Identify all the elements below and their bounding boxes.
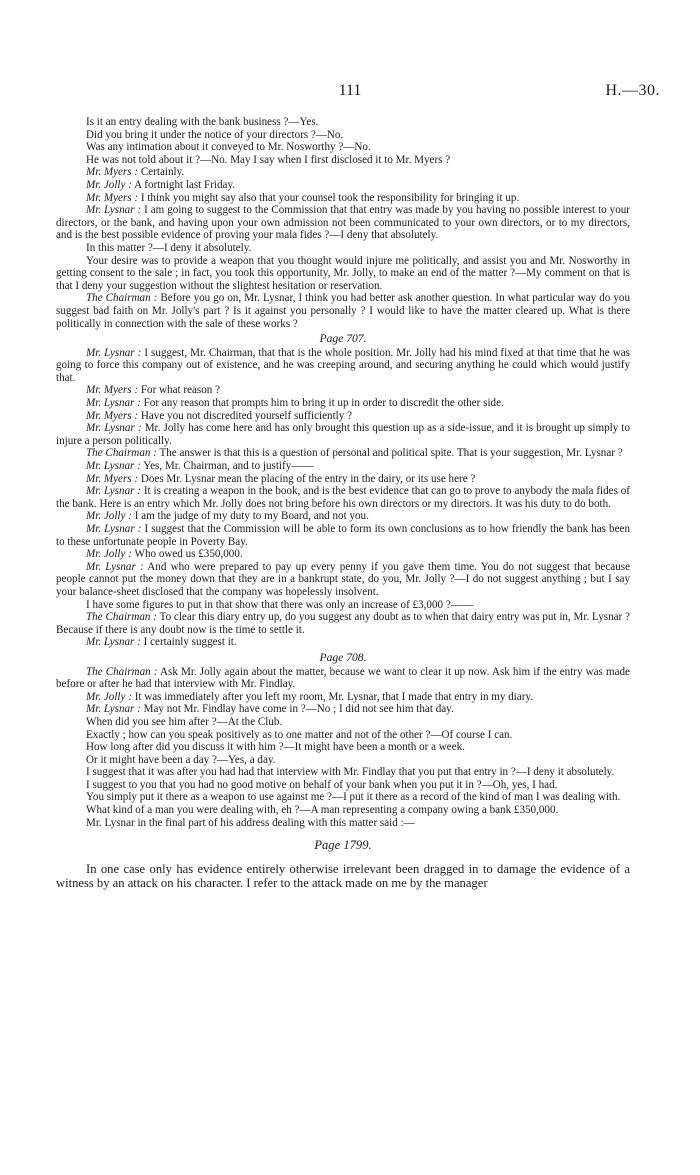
transcript-paragraph bbox=[56, 242, 630, 255]
transcript-paragraph bbox=[56, 804, 630, 817]
speaker-label: Mr. Lysnar : bbox=[86, 422, 142, 435]
speaker-label: Mr. Lysnar : bbox=[86, 397, 141, 410]
transcript-paragraph bbox=[56, 292, 630, 330]
transcript-paragraph bbox=[56, 766, 630, 779]
transcript-paragraph bbox=[56, 510, 630, 523]
transcript-paragraph bbox=[56, 154, 630, 167]
transcript-paragraph bbox=[56, 255, 630, 293]
paragraph-text: Before you go on, Mr. Lysnar, I think you had better ask another question. In what particular way do you suggest bad faith on Mr. Jolly's part ? Is it against you personally ? I would like to have the matter cleared up. What is there politically in connection with the sale of these works ? bbox=[56, 292, 630, 330]
speaker-label: Mr. Lysnar : bbox=[86, 346, 142, 359]
paragraph-text: I suggest that the Commission will be able to form its own conclusions as to how friendly the bank has been to these unfortunate people in Poverty Bay. bbox=[56, 523, 630, 548]
paragraph-text: Or it might have been a day ?—Yes, a day. bbox=[86, 753, 276, 766]
transcript-paragraph bbox=[56, 703, 630, 716]
transcript-paragraph bbox=[56, 204, 630, 242]
transcript-paragraph bbox=[56, 548, 630, 561]
paragraph-text: It was immediately after you left my room, Mr. Lysnar, that I made that entry in my diary. bbox=[134, 690, 534, 703]
speaker-label: The Chairman : bbox=[86, 665, 158, 678]
transcript-paragraph bbox=[56, 410, 630, 423]
transcript-paragraph bbox=[56, 460, 630, 473]
page-heading: Page 707. bbox=[319, 332, 367, 346]
transcript-paragraph bbox=[56, 397, 630, 410]
speaker-label: Mr. Jolly : bbox=[86, 690, 132, 703]
paragraph-text: I suggest that it was after you had had that interview with Mr. Findlay that you put that entry in ?—I deny it absolutely. bbox=[86, 766, 615, 779]
transcript-paragraph bbox=[56, 179, 630, 192]
speaker-label: The Chairman : bbox=[86, 292, 158, 305]
paragraph-text: I have some figures to put in that show that there was only an increase of £3,000 ?—— bbox=[86, 598, 473, 611]
speaker-label: Mr. Myers : bbox=[86, 384, 139, 397]
paragraph-text: And who were prepared to pay up every penny if you gave them time. You do not suggest that because people cannot put the money down that they are in a bankrupt state, do you, Mr. Jolly ?—I do not suggest anything ; but I say your balance-sheet disclosed that the company was hopelessly insolvent. bbox=[56, 560, 630, 598]
paragraph-text: Mr. Jolly has come here and has only brought this question up as a side-issue, and it is brought up simply to injure a person politically. bbox=[56, 422, 631, 447]
speaker-label: The Chairman : bbox=[86, 611, 157, 624]
speaker-label: Mr. Jolly : bbox=[86, 178, 132, 191]
paragraph-text: Yes, Mr. Chairman, and to justify—— bbox=[143, 460, 314, 473]
speaker-label: Mr. Lysnar : bbox=[86, 560, 144, 573]
paragraph-text: Is it an entry dealing with the bank business ?—Yes. bbox=[86, 116, 319, 128]
speaker-label: Mr. Myers : bbox=[86, 191, 139, 204]
transcript-paragraph bbox=[56, 691, 630, 704]
paragraph-text: Did you bring it under the notice of your directors ?—No. bbox=[86, 128, 344, 141]
transcript-paragraph bbox=[56, 422, 630, 447]
speaker-label: Mr. Jolly : bbox=[86, 548, 132, 561]
paragraph-text: I think you might say also that your counsel took the responsibility for bringing it up. bbox=[140, 191, 520, 204]
transcript-paragraph bbox=[56, 741, 630, 754]
transcript-paragraph bbox=[56, 129, 630, 142]
speaker-label: Mr. Lysnar : bbox=[86, 703, 141, 716]
transcript-paragraph bbox=[56, 754, 630, 767]
paragraph-text: In this matter ?—I deny it absolutely. bbox=[86, 241, 252, 254]
transcript-paragraph bbox=[56, 192, 630, 205]
paragraph-text: Does Mr. Lysnar mean the placing of the entry in the dairy, or its use here ? bbox=[140, 472, 476, 485]
paragraph-text: When did you see him after ?—At the Club. bbox=[86, 715, 283, 728]
paragraph-text: Certainly. bbox=[140, 166, 185, 179]
paragraph-text: Your desire was to provide a weapon that you thought would injure me politically, and assist you and Mr. Nosworthy in getting consent to the sale ; in fact, you took this opportunity, Mr. Jolly, to make an end of the matter ?—My comment on that is that I deny your suggestion without the slightest hesitation or reservation. bbox=[56, 254, 630, 292]
paragraph-text: Who owed us £350,000. bbox=[134, 548, 243, 561]
speaker-label: Mr. Myers : bbox=[86, 409, 139, 422]
paragraph-text: May not Mr. Findlay have come in ?—No ; I did not see him that day. bbox=[143, 703, 454, 716]
paragraph-text: Have you not discredited yourself sufficiently ? bbox=[140, 409, 352, 422]
paragraph-text: He was not told about it ?—No. May I say when I first disclosed it to Mr. Myers ? bbox=[86, 153, 451, 166]
transcript-paragraph bbox=[56, 716, 630, 729]
speaker-label: Mr. Lysnar : bbox=[86, 485, 141, 498]
transcript-paragraph bbox=[56, 599, 630, 612]
page-number: 111 bbox=[338, 82, 362, 99]
speaker-label: Mr. Myers : bbox=[86, 472, 139, 485]
paragraph-text: How long after did you discuss it with him ?—It might have been a month or a week. bbox=[86, 741, 465, 754]
paragraph-text: I suggest, Mr. Chairman, that that is the whole position. Mr. Jolly had his mind fixed at that time that he was going to force this company out of existence, and he was creeping around, and securing anything he could which would justify that. bbox=[56, 346, 630, 384]
paragraph-text: Ask Mr. Jolly again about the matter, because we want to clear it up now. Ask him if the entry was made before or after he had that interview with Mr. Findlay. bbox=[56, 665, 630, 691]
transcript-paragraph bbox=[56, 116, 630, 129]
transcript-paragraph bbox=[56, 347, 630, 385]
paragraph-text: You simply put it there as a weapon to use against me ?—I put it there as a record of the kind of man I was dealing with. bbox=[86, 791, 621, 804]
paragraph-text: In one case only has evidence entirely otherwise irrelevant been dragged in to damage the evidence of a witness by an attack on his character. I refer to the attack made on me by the manager bbox=[56, 861, 630, 890]
speaker-label: Mr. Lysnar : bbox=[86, 523, 142, 535]
speaker-label: The Chairman : bbox=[86, 447, 157, 460]
paragraph-text: Mr. Lysnar in the final part of his address dealing with this matter said :— bbox=[86, 816, 415, 829]
paragraph-text: I am going to suggest to the Commission that that entry was made by you having no possible interest to your directors, or the bank, and having upon your own admission not been communicated to your own directors, or to my directors, and is the best possible evidence of proving your mala fides ?—I deny that absolutely. bbox=[56, 204, 630, 242]
paragraph-text: It is creating a weapon in the book, and is the best evidence that can go to prove to anybody the mala fides of the bank. Here is an entry which Mr. Jolly does not bring before his own directors or my directors. It was his duty to do both. bbox=[56, 485, 630, 510]
transcript-paragraph bbox=[56, 611, 630, 636]
transcript-paragraph bbox=[56, 523, 630, 548]
speaker-label: Mr. Lysnar : bbox=[86, 460, 141, 473]
transcript-paragraph bbox=[56, 561, 630, 599]
paragraph-text: I am the judge of my duty to my Board, and not you. bbox=[134, 510, 369, 523]
page-heading: Page 1799. bbox=[314, 838, 372, 853]
paragraph-text: For any reason that prompts him to bring it up in order to discredit the other side. bbox=[143, 397, 504, 410]
paragraph-text: Was any intimation about it conveyed to Mr. Nosworthy ?—No. bbox=[86, 141, 371, 154]
transcript-paragraph bbox=[56, 384, 630, 397]
transcript-paragraph bbox=[56, 666, 630, 691]
paragraph-text: I certainly suggest it. bbox=[143, 636, 237, 649]
page-heading: Page 708. bbox=[319, 650, 367, 664]
transcript-paragraph bbox=[56, 791, 630, 804]
transcript-paragraph bbox=[56, 779, 630, 792]
transcript-paragraph bbox=[56, 141, 630, 154]
document-body bbox=[56, 116, 630, 890]
paragraph-text: To clear this diary entry up, do you suggest any doubt as to when that dairy entry was put in, Mr. Lysnar ? Because if there is any doubt now is the time to settle it. bbox=[56, 611, 630, 636]
transcript-paragraph bbox=[56, 485, 630, 510]
transcript-paragraph bbox=[56, 817, 630, 830]
speaker-label: Mr. Jolly : bbox=[86, 510, 132, 523]
paragraph-text: I suggest to you that you had no good motive on behalf of your bank when you put it in ?—Oh, yes, I had. bbox=[86, 778, 558, 791]
paragraph-text: For what reason ? bbox=[140, 384, 221, 397]
paragraph-text: A fortnight last Friday. bbox=[134, 178, 236, 191]
paragraph-text: What kind of a man you were dealing with, eh ?—A man representing a company owing a bank £350,000. bbox=[86, 804, 559, 817]
paper-reference: H.—30. bbox=[605, 82, 660, 99]
paragraph-text: Exactly ; how can you speak positively as to one matter and not of the other ?—Of course I can. bbox=[86, 728, 513, 741]
paragraph-text: The answer is that this is a question of personal and political spite. That is your suggestion, Mr. Lysnar ? bbox=[159, 447, 623, 460]
speaker-label: Mr. Lysnar : bbox=[86, 204, 142, 217]
transcript-paragraph bbox=[56, 729, 630, 742]
transcript-paragraph bbox=[56, 636, 630, 649]
transcript-paragraph bbox=[56, 473, 630, 486]
transcript-paragraph bbox=[56, 447, 630, 460]
quoted-paragraph bbox=[56, 862, 630, 890]
speaker-label: Mr. Lysnar : bbox=[86, 636, 141, 649]
transcript-paragraph bbox=[56, 166, 630, 179]
speaker-label: Mr. Myers : bbox=[86, 166, 139, 179]
